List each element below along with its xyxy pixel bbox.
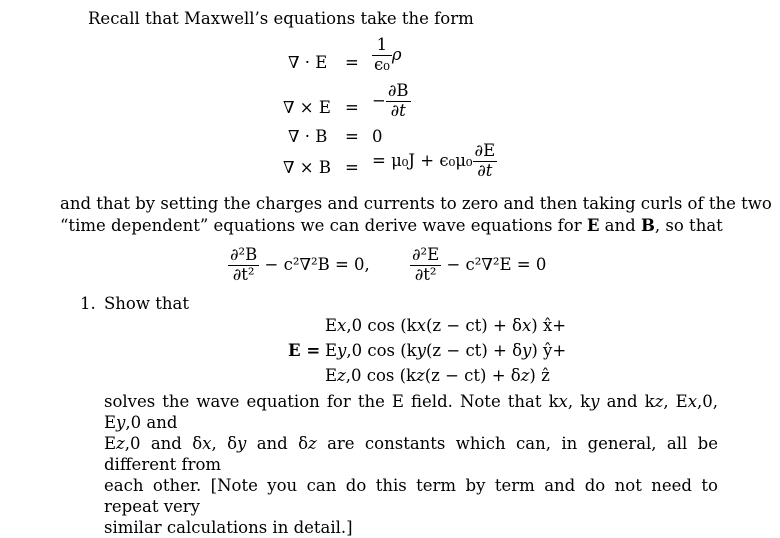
wave-equation-E xyxy=(410,246,546,285)
item-lead: Show that xyxy=(104,294,189,313)
eq1-lhs: ∇ · E xyxy=(288,53,328,72)
field-row-y: E𝑦,0 cos (k𝑦(z − ct) + δ𝑦) ŷ+ xyxy=(325,341,567,360)
eq4-rhs xyxy=(372,142,497,181)
intro-text: Recall that Maxwell’s equations take the form xyxy=(88,9,474,28)
para1-and: and xyxy=(599,216,641,235)
eq2-rel: = xyxy=(345,98,359,117)
waveE-num: ∂²E xyxy=(412,245,440,264)
eq3-rhs: 0 xyxy=(372,127,383,146)
para1-B: B xyxy=(640,216,655,235)
eq4-lhs: ∇ × B xyxy=(283,158,331,177)
closing-line-2: E𝑧,0 and δ𝑥, δ𝑦 and δ𝑧 are constants which can, in general, all be different from xyxy=(104,434,718,474)
closing-line-4: similar calculations in detail.] xyxy=(104,518,353,537)
para1-line2 xyxy=(60,216,723,235)
eq4-den: ∂t xyxy=(477,160,493,180)
eq2-pre: − xyxy=(372,90,386,110)
waveB-den: ∂t² xyxy=(232,264,255,284)
eq2-num: ∂B xyxy=(387,81,409,100)
waveB-num: ∂²B xyxy=(230,245,258,264)
para1-line2-a: “time dependent” equations we can derive wave equations for xyxy=(60,216,587,235)
eq3-lhs: ∇ · B xyxy=(288,127,328,146)
field-row-z: E𝑧,0 cos (k𝑧(z − ct) + δ𝑧) ẑ xyxy=(325,366,550,385)
field-lhs: E = xyxy=(288,341,321,360)
waveB-rest: − c²∇²B = 0, xyxy=(264,254,370,274)
wave-equation-B xyxy=(228,246,370,285)
eq4-pre: = μ₀J + ϵ₀μ₀ xyxy=(372,150,473,170)
eq1-post: ρ xyxy=(391,44,402,64)
eq2-den: ∂t xyxy=(390,100,406,120)
eq4-rel: = xyxy=(345,158,359,177)
eq2-fraction xyxy=(386,82,411,121)
closing-line-1: solves the wave equation for the E field. Note that k𝑥, k𝑦 and k𝑧, E𝑥,0, E𝑦,0 and xyxy=(104,392,718,432)
eq1-rhs xyxy=(372,36,402,75)
para1-E: E xyxy=(586,216,600,235)
eq4-num: ∂E xyxy=(474,141,496,160)
eq1-den: ϵ₀ xyxy=(374,54,390,74)
waveE-fraction xyxy=(410,246,441,285)
eq1-fraction xyxy=(372,36,392,75)
closing-line-3: each other. [Note you can do this term by term and do not need to repeat very xyxy=(104,476,718,516)
eq3-rel: = xyxy=(345,127,359,146)
para1-line2-b: , so that xyxy=(654,216,723,235)
waveE-den: ∂t² xyxy=(414,264,437,284)
para1-line1: and that by setting the charges and currents to zero and then taking curls of the two xyxy=(60,194,772,213)
closing-paragraph xyxy=(104,391,718,538)
field-row-x: E𝑥,0 cos (k𝑥(z − ct) + δ𝑥) x̂+ xyxy=(325,316,567,335)
eq2-lhs: ∇ × E xyxy=(283,98,331,117)
eq1-rel: = xyxy=(345,53,359,72)
eq4-fraction xyxy=(473,142,498,181)
eq2-rhs xyxy=(372,82,411,121)
item-number: 1. xyxy=(80,294,96,313)
eq1-num: 1 xyxy=(372,36,392,56)
waveE-rest: − c²∇²E = 0 xyxy=(446,254,547,274)
waveB-fraction xyxy=(228,246,259,285)
